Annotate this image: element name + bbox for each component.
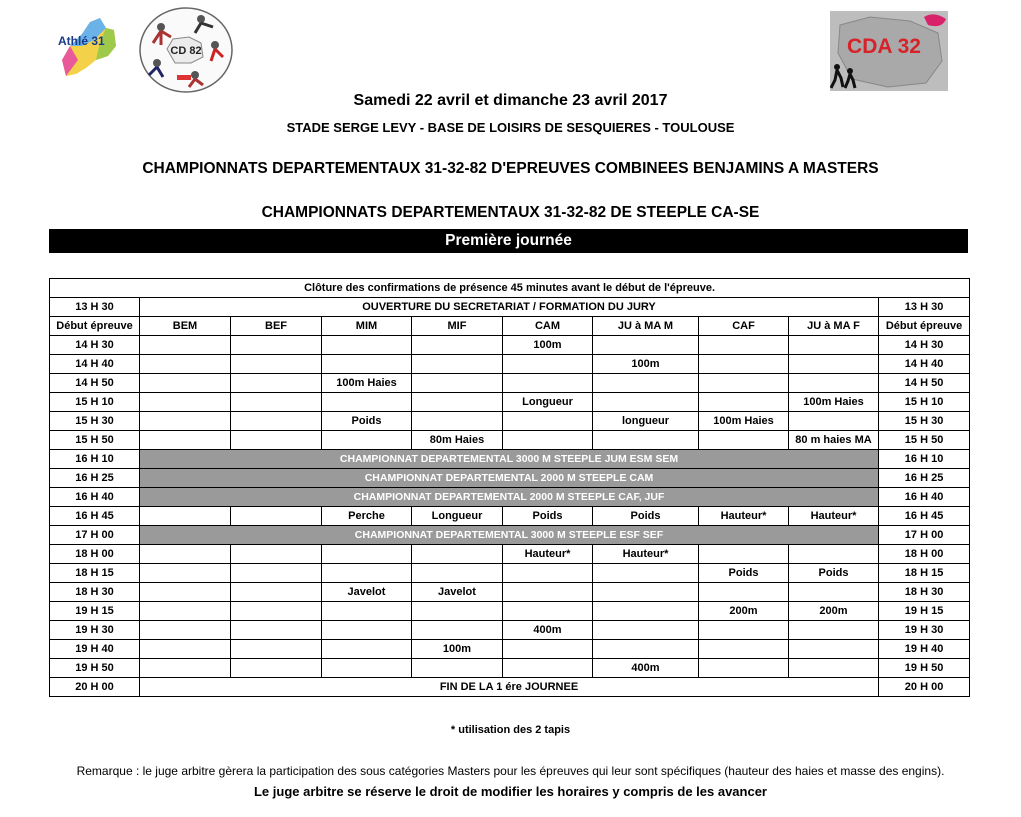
time-cell: 15 H 10 [50,393,140,412]
time-cell: 20 H 00 [879,678,970,697]
event-cell [322,545,412,564]
event-cell [231,564,322,583]
event-cell [140,659,231,678]
time-cell: 18 H 00 [50,545,140,564]
event-cell: 80 m haies MA [789,431,879,450]
event-cell [789,621,879,640]
column-header: Début épreuve [50,317,140,336]
time-cell: 18 H 15 [879,564,970,583]
event-cell: Javelot [322,583,412,602]
footnote-tapis: * utilisation des 2 tapis [450,724,571,736]
event-cell [699,545,789,564]
event-cell [322,621,412,640]
event-cell [593,564,699,583]
column-header: MIM [322,317,412,336]
event-cell [593,602,699,621]
event-cell [412,336,503,355]
schedule-table [49,278,970,697]
event-venue: STADE SERGE LEVY - BASE DE LOISIRS DE SESQUIERES - TOULOUSE [286,120,735,135]
time-cell: 19 H 40 [50,640,140,659]
time-cell: 15 H 50 [879,431,970,450]
event-cell [699,431,789,450]
time-cell: 19 H 15 [879,602,970,621]
time-cell: 17 H 00 [50,526,140,545]
table-row [50,545,970,564]
event-cell [231,412,322,431]
event-cell [231,583,322,602]
time-cell: 19 H 30 [50,621,140,640]
time-cell: 19 H 50 [50,659,140,678]
event-cell [412,393,503,412]
event-cell [503,583,593,602]
column-header: CAM [503,317,593,336]
cda-32-logo [830,11,948,91]
event-cell: Hauteur* [699,507,789,526]
event-cell: 80m Haies [412,431,503,450]
event-cell [231,621,322,640]
table-row [50,602,970,621]
time-cell: 16 H 45 [879,507,970,526]
event-cell [593,640,699,659]
time-cell: 14 H 50 [879,374,970,393]
time-cell: 16 H 25 [879,469,970,488]
table-row [50,507,970,526]
time-cell: 19 H 40 [879,640,970,659]
opening-label: OUVERTURE DU SECRETARIAT / FORMATION DU JURY [140,298,879,317]
event-cell [699,640,789,659]
event-cell [503,564,593,583]
svg-text:Athlé 31: Athlé 31 [58,34,105,48]
event-cell [140,545,231,564]
time-cell: 15 H 30 [50,412,140,431]
event-cell: 200m [699,602,789,621]
event-cell [322,659,412,678]
column-header: MIF [412,317,503,336]
event-cell [231,374,322,393]
event-cell [140,640,231,659]
event-cell [231,507,322,526]
time-cell: 19 H 50 [879,659,970,678]
event-cell [789,412,879,431]
time-cell: 14 H 30 [50,336,140,355]
event-cell [140,507,231,526]
time-cell: 15 H 30 [879,412,970,431]
time-cell: 16 H 40 [879,488,970,507]
event-cell [140,355,231,374]
event-cell [789,545,879,564]
time-cell: 15 H 50 [50,431,140,450]
event-cell [231,336,322,355]
time-cell: 20 H 00 [50,678,140,697]
event-cell [789,640,879,659]
steeple-championship-bar: CHAMPIONNAT DEPARTEMENTAL 2000 M STEEPLE CAM [140,469,879,488]
event-cell: Poids [503,507,593,526]
event-cell [593,336,699,355]
table-row [50,393,970,412]
column-header: JU à MA M [593,317,699,336]
event-cell [322,602,412,621]
table-row [50,279,970,298]
event-cell: Poids [322,412,412,431]
steeple-championship-bar: CHAMPIONNAT DEPARTEMENTAL 3000 M STEEPLE ESF SEF [140,526,879,545]
cd-82-logo [137,5,235,95]
event-cell [140,564,231,583]
table-row [50,412,970,431]
column-header: Début épreuve [879,317,970,336]
event-cell: 100m [593,355,699,374]
event-cell [412,412,503,431]
remark-text: Remarque : le juge arbitre gèrera la participation des sous catégories Masters pour les épreuves qui leur sont spécifiques (hauteur des haies et masse des engins). [76,764,945,778]
event-cell [322,336,412,355]
table-row [50,659,970,678]
event-cell [789,374,879,393]
svg-text:CD 82: CD 82 [170,45,202,57]
event-cell [699,621,789,640]
time-cell: 19 H 30 [879,621,970,640]
event-cell [503,374,593,393]
time-cell: 16 H 25 [50,469,140,488]
event-cell: 200m [789,602,879,621]
svg-text:CDA 32: CDA 32 [847,35,921,58]
event-cell [231,659,322,678]
event-cell: Perche [322,507,412,526]
event-cell [593,621,699,640]
time-cell: 16 H 10 [50,450,140,469]
event-cell [231,602,322,621]
time-cell: 19 H 15 [50,602,140,621]
event-cell: Longueur [503,393,593,412]
event-cell [699,583,789,602]
day-banner: Première journée [49,229,968,253]
event-cell [503,355,593,374]
time-cell: 14 H 40 [50,355,140,374]
event-cell: 100m [503,336,593,355]
table-row [50,488,970,507]
column-header: BEF [231,317,322,336]
event-cell: 100m Haies [699,412,789,431]
event-cell [593,431,699,450]
juge-note: Le juge arbitre se réserve le droit de modifier les horaires y compris de les avancer [253,784,767,799]
event-cell [322,640,412,659]
event-cell [699,659,789,678]
event-cell [503,431,593,450]
event-cell [140,583,231,602]
event-cell [593,374,699,393]
event-cell [503,640,593,659]
event-cell [503,602,593,621]
event-cell [412,355,503,374]
time-cell: 13 H 30 [50,298,140,317]
time-cell: 16 H 10 [879,450,970,469]
time-cell: 18 H 30 [879,583,970,602]
event-cell [231,393,322,412]
event-cell [593,393,699,412]
event-cell [140,621,231,640]
event-cell [140,336,231,355]
event-cell [231,545,322,564]
event-cell [789,659,879,678]
athle-31-logo [56,16,120,78]
time-cell: 16 H 40 [50,488,140,507]
event-cell [140,393,231,412]
table-row [50,678,970,697]
time-cell: 18 H 15 [50,564,140,583]
event-cell: 400m [503,621,593,640]
table-row [50,336,970,355]
time-cell: 18 H 30 [50,583,140,602]
time-cell: 13 H 30 [879,298,970,317]
confirmation-notice: Clôture des confirmations de présence 45 minutes avant le début de l'épreuve. [50,279,970,298]
event-cell [231,640,322,659]
event-cell [412,621,503,640]
event-cell [503,659,593,678]
time-cell: 15 H 10 [879,393,970,412]
table-row [50,469,970,488]
event-cell: longueur [593,412,699,431]
table-row [50,317,970,336]
event-cell [140,374,231,393]
event-cell: Poids [699,564,789,583]
event-cell [699,336,789,355]
event-cell [789,336,879,355]
event-cell [140,431,231,450]
event-cell [231,431,322,450]
event-cell [140,412,231,431]
event-cell [322,355,412,374]
event-cell: Poids [593,507,699,526]
time-cell: 14 H 40 [879,355,970,374]
event-cell [503,412,593,431]
table-row [50,374,970,393]
event-cell [412,545,503,564]
event-cell [412,374,503,393]
event-cell: Hauteur* [789,507,879,526]
table-row [50,564,970,583]
event-cell: 100m [412,640,503,659]
time-cell: 14 H 30 [879,336,970,355]
event-date: Samedi 22 avril et dimanche 23 avril 2017 [353,92,668,109]
event-cell [322,393,412,412]
championship-title-steeple: CHAMPIONNATS DEPARTEMENTAUX 31-32-82 DE STEEPLE CA-SE [261,204,760,221]
table-row [50,450,970,469]
event-cell [593,583,699,602]
event-cell: 400m [593,659,699,678]
column-header: JU à MA F [789,317,879,336]
table-row [50,526,970,545]
time-cell: 16 H 45 [50,507,140,526]
time-cell: 17 H 00 [879,526,970,545]
event-cell [699,374,789,393]
table-row [50,621,970,640]
steeple-championship-bar: CHAMPIONNAT DEPARTEMENTAL 2000 M STEEPLE CAF, JUF [140,488,879,507]
event-cell: Poids [789,564,879,583]
table-row [50,298,970,317]
time-cell: 14 H 50 [50,374,140,393]
event-cell: 100m Haies [789,393,879,412]
event-cell: 100m Haies [322,374,412,393]
championship-title-combined: CHAMPIONNATS DEPARTEMENTAUX 31-32-82 D'EPREUVES COMBINEES BENJAMINS A MASTERS [142,160,879,177]
event-cell: Hauteur* [503,545,593,564]
steeple-championship-bar: CHAMPIONNAT DEPARTEMENTAL 3000 M STEEPLE JUM ESM SEM [140,450,879,469]
event-cell [789,355,879,374]
event-cell [412,659,503,678]
column-header: CAF [699,317,789,336]
closing-label: FIN DE LA 1 ére JOURNEE [140,678,879,697]
table-row [50,583,970,602]
event-cell [231,355,322,374]
event-cell: Longueur [412,507,503,526]
event-cell [789,583,879,602]
event-cell [699,355,789,374]
event-cell: Hauteur* [593,545,699,564]
event-cell [699,393,789,412]
event-cell [412,564,503,583]
event-cell [322,564,412,583]
table-row [50,640,970,659]
table-row [50,355,970,374]
table-row [50,431,970,450]
time-cell: 18 H 00 [879,545,970,564]
event-cell [140,602,231,621]
event-cell [322,431,412,450]
event-cell: Javelot [412,583,503,602]
column-header: BEM [140,317,231,336]
event-cell [412,602,503,621]
